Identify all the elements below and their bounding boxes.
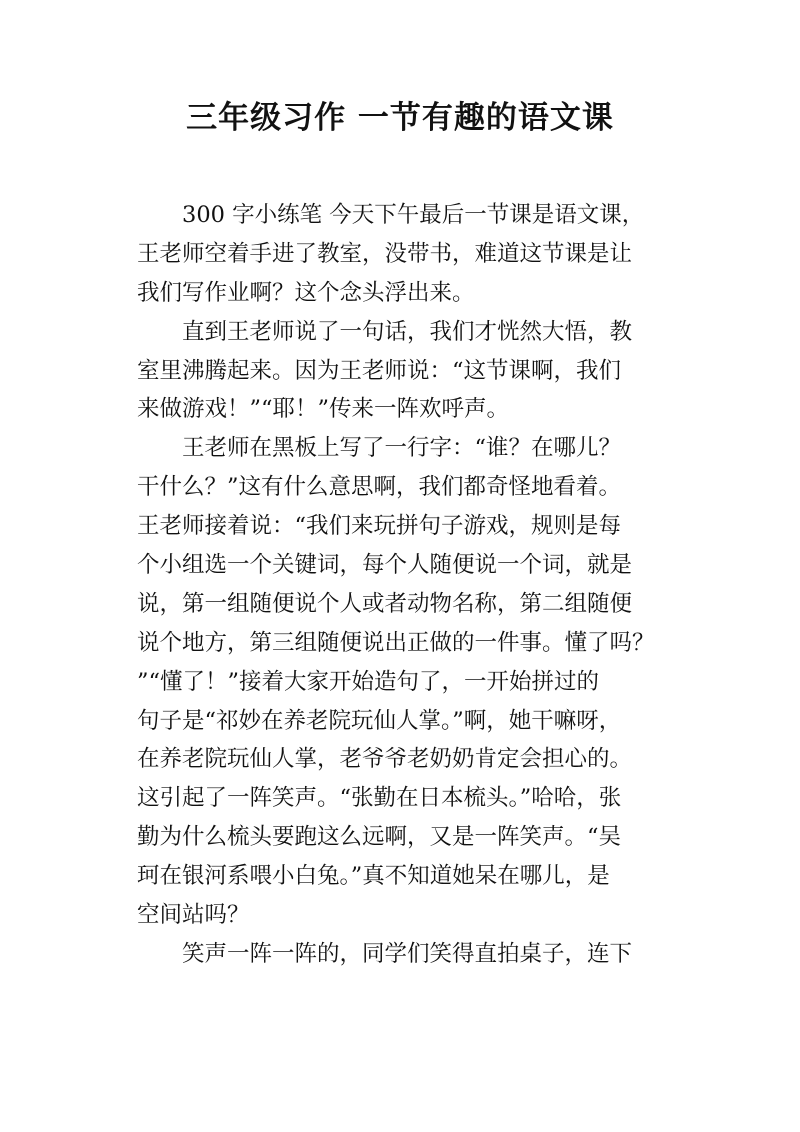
text-line: 空间站吗？ — [137, 902, 250, 929]
text-line: 300 字小练笔 今天下午最后一节课是语文课， — [182, 202, 645, 228]
text-line: 在养老院玩仙人掌，老爷爷老奶奶肯定会担心的。 — [137, 746, 633, 773]
document-body — [137, 196, 697, 974]
text-line: 笑声一阵一阵的，同学们笑得直拍桌子，连下 — [182, 940, 633, 967]
text-line: 个小组选一个关键词，每个人随便说一个词，就是 — [137, 552, 633, 579]
text-line: 直到王老师说了一句话，我们才恍然大悟，教 — [182, 318, 633, 345]
text-line: 王老师接着说：“我们来玩拼句子游戏，规则是每 — [137, 513, 622, 540]
text-line: 勤为什么梳头要跑这么远啊，又是一阵笑声。“吴 — [137, 824, 622, 851]
text-line: 干什么？”这有什么意思啊，我们都奇怪地看着。 — [137, 474, 622, 501]
text-line: 来做游戏！”“耶！”传来一阵欢呼声。 — [137, 396, 510, 423]
text-line: 王老师空着手进了教室，没带书，难道这节课是让 — [137, 240, 633, 267]
text-line: 我们写作业啊？这个念头浮出来。 — [137, 279, 475, 306]
text-line: 句子是“祁妙在养老院玩仙人掌。”啊，她干嘛呀， — [137, 707, 622, 734]
text-line: 说，第一组随便说个人或者动物名称，第二组随便 — [137, 590, 633, 617]
text-line: ”“懂了！”接着大家开始造句了，一开始拼过的 — [137, 668, 600, 695]
text-line: 珂在银河系喂小白兔。”真不知道她呆在哪儿，是 — [137, 863, 610, 890]
text-line: 说个地方，第三组随便说出正做的一件事。懂了吗？ — [137, 629, 655, 656]
text-line: 室里沸腾起来。因为王老师说：“这节课啊，我们 — [137, 357, 622, 384]
text-line: 王老师在黑板上写了一行字：“谁？在哪儿？ — [182, 435, 622, 462]
document-title: 三年级习作 一节有趣的语文课 — [186, 100, 614, 136]
text-line: 这引起了一阵笑声。“张勤在日本梳头。”哈哈，张 — [137, 785, 622, 812]
